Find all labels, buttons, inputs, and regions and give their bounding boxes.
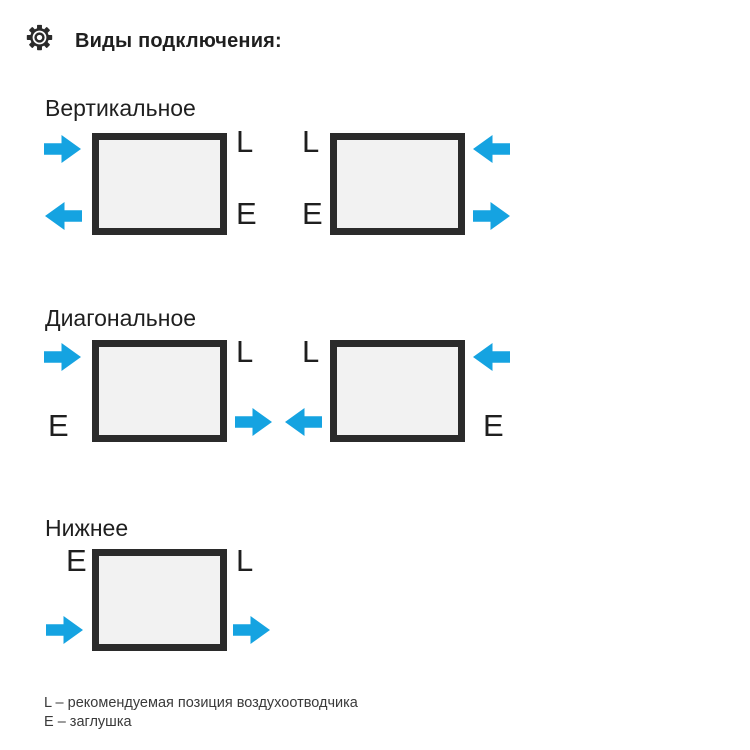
radiator-vertical-right — [330, 133, 465, 235]
flow-arrow-left-icon — [45, 202, 82, 230]
port-label-l: L — [236, 334, 254, 369]
section-title-diagonal: Диагональное — [45, 305, 197, 331]
port-label-e: E — [236, 196, 257, 231]
legend-line-e: E – заглушка — [44, 714, 132, 730]
port-label-l: L — [236, 543, 254, 578]
port-label-e: E — [66, 543, 87, 578]
section-title-vertical: Вертикальное — [45, 95, 196, 121]
port-label-l: L — [302, 334, 320, 369]
radiator-bottom — [92, 549, 227, 651]
flow-arrow-right-icon — [473, 202, 510, 230]
page-title: Виды подключения: — [75, 30, 282, 52]
port-label-e: E — [483, 408, 504, 443]
flow-arrow-left-icon — [285, 408, 322, 436]
flow-arrow-right-icon — [46, 616, 83, 644]
port-label-l: L — [236, 124, 254, 159]
flow-arrow-right-icon — [235, 408, 272, 436]
gear-icon — [25, 23, 54, 52]
port-label-l: L — [302, 124, 320, 159]
radiator-diagonal-left — [92, 340, 227, 442]
radiator-vertical-left — [92, 133, 227, 235]
flow-arrow-right-icon — [233, 616, 270, 644]
flow-arrow-left-icon — [473, 135, 510, 163]
section-title-bottom: Нижнее — [45, 515, 129, 541]
port-label-e: E — [48, 408, 69, 443]
legend-line-l: L – рекомендуемая позиция воздухоотводчика — [44, 695, 358, 711]
flow-arrow-right-icon — [44, 343, 81, 371]
flow-arrow-left-icon — [473, 343, 510, 371]
flow-arrow-right-icon — [44, 135, 81, 163]
port-label-e: E — [302, 196, 323, 231]
radiator-diagonal-right — [330, 340, 465, 442]
